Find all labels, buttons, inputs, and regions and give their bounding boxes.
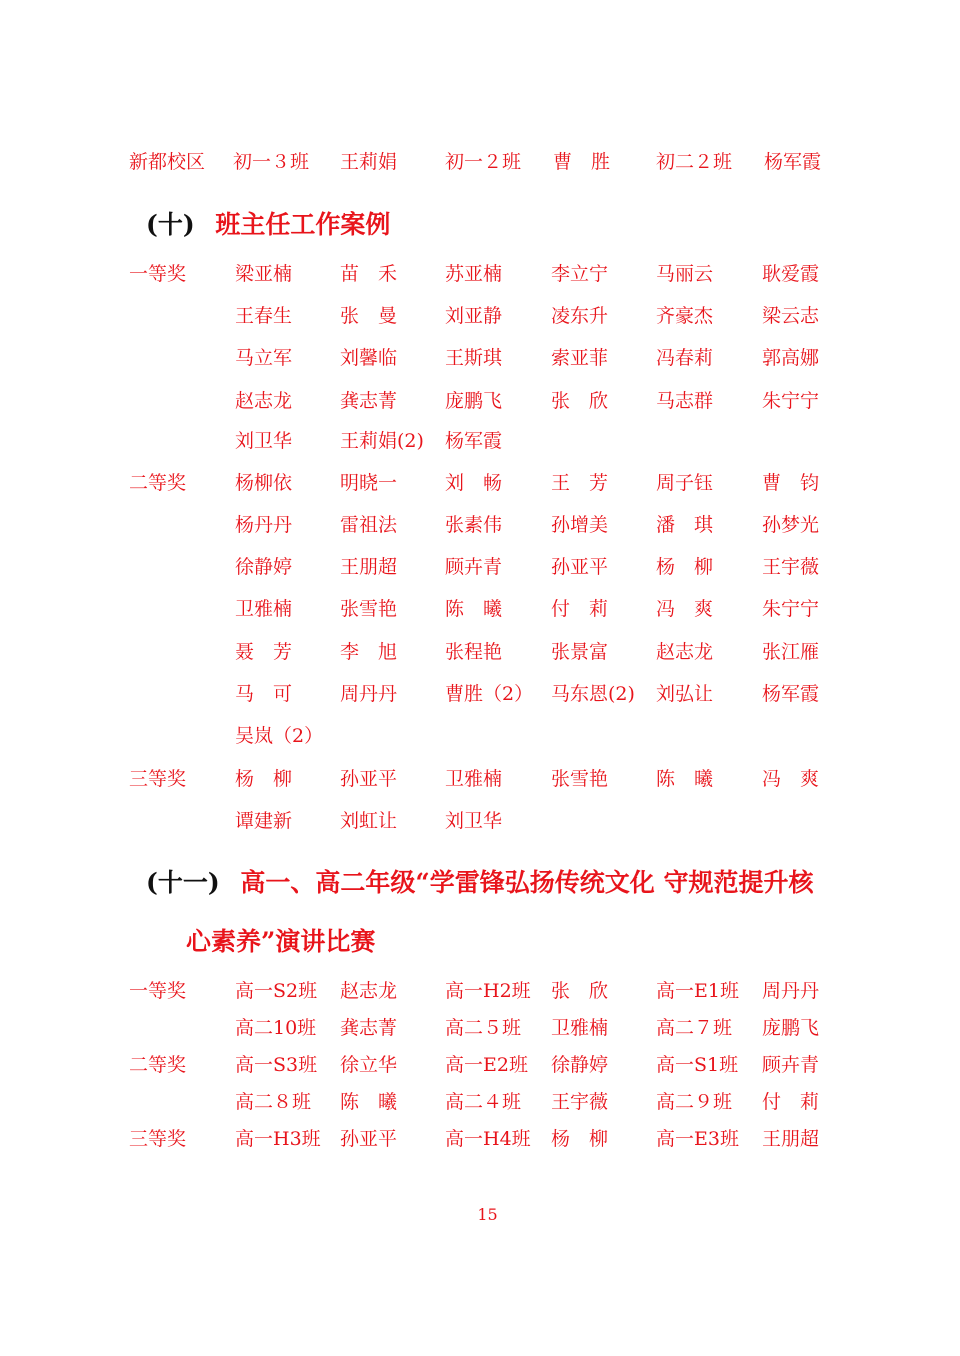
award-row xyxy=(0,510,960,540)
award-row xyxy=(0,1124,960,1154)
award-entry: 徐静婷 xyxy=(235,556,293,578)
award-entry: 高一E2班 xyxy=(445,1054,528,1076)
award-entry: 王朋超 xyxy=(762,1128,820,1150)
award-entry: 郭高娜 xyxy=(762,347,820,369)
award-entry: 王宇薇 xyxy=(551,1091,609,1113)
award-entry: 庞鹏飞 xyxy=(445,390,503,412)
award-entry: 齐豪杰 xyxy=(656,305,714,327)
award-entry: 王莉娟(2) xyxy=(340,430,424,452)
award-entry: 马丽云 xyxy=(656,263,714,285)
teacher-name: 杨军霞 xyxy=(764,151,822,173)
award-entry: 潘 琪 xyxy=(656,514,714,536)
award-entry: 冯 爽 xyxy=(656,598,714,620)
award-entry: 高二７班 xyxy=(656,1017,733,1039)
award-entry: 周丹丹 xyxy=(762,980,820,1002)
award-entry: 周子钰 xyxy=(656,472,714,494)
award-entry: 杨军霞 xyxy=(445,430,503,452)
award-level: 二等奖 xyxy=(129,472,187,494)
award-level: 三等奖 xyxy=(129,768,187,790)
award-entry: 杨丹丹 xyxy=(235,514,293,536)
award-entry: 卫雅楠 xyxy=(445,768,503,790)
award-entry: 付 莉 xyxy=(551,598,609,620)
class-name: 初二２班 xyxy=(656,151,733,173)
award-entry: 高一E1班 xyxy=(656,980,739,1002)
award-entry: 周丹丹 xyxy=(340,683,398,705)
award-entry: 冯春莉 xyxy=(656,347,714,369)
award-row xyxy=(0,679,960,709)
award-row xyxy=(0,806,960,836)
award-entry: 曹 钧 xyxy=(762,472,820,494)
award-entry: 高二４班 xyxy=(445,1091,522,1113)
award-entry: 高二10班 xyxy=(235,1017,317,1039)
award-entry: 卫雅楠 xyxy=(235,598,293,620)
award-entry: 刘卫华 xyxy=(235,430,293,452)
campus-name: 新都校区 xyxy=(129,151,206,173)
class-name: 初一２班 xyxy=(445,151,522,173)
award-entry: 马立军 xyxy=(235,347,293,369)
award-entry: 聂 芳 xyxy=(235,641,293,663)
award-entry: 马志群 xyxy=(656,390,714,412)
award-entry: 明晓一 xyxy=(340,472,398,494)
award-entry: 赵志龙 xyxy=(340,980,398,1002)
award-entry: 陈 曦 xyxy=(340,1091,398,1113)
award-entry: 孙亚平 xyxy=(340,768,398,790)
award-row xyxy=(0,764,960,794)
award-entry: 朱宁宁 xyxy=(762,598,820,620)
award-row xyxy=(0,386,960,416)
award-entry: 王朋超 xyxy=(340,556,398,578)
award-entry: 王 芳 xyxy=(551,472,609,494)
award-entry: 赵志龙 xyxy=(656,641,714,663)
award-row xyxy=(0,343,960,373)
teacher-name: 王莉娟 xyxy=(340,151,398,173)
award-row xyxy=(0,552,960,582)
award-entry: 刘卫华 xyxy=(445,810,503,832)
award-row xyxy=(0,976,960,1006)
award-row xyxy=(0,594,960,624)
page-number: 15 xyxy=(477,1205,498,1224)
award-entry: 杨柳依 xyxy=(235,472,293,494)
award-row xyxy=(0,426,960,456)
award-entry: 张 欣 xyxy=(551,980,609,1002)
award-entry: 高二５班 xyxy=(445,1017,522,1039)
award-row xyxy=(0,301,960,331)
award-entry: 苗 禾 xyxy=(340,263,398,285)
award-row xyxy=(0,721,960,751)
award-level: 一等奖 xyxy=(129,980,187,1002)
award-entry: 梁云志 xyxy=(762,305,820,327)
section-10-number: (十) xyxy=(146,210,195,239)
award-entry: 陈 曦 xyxy=(656,768,714,790)
award-entry: 张雪艳 xyxy=(551,768,609,790)
award-entry: 曹胜（2） xyxy=(445,683,534,705)
award-entry: 梁亚楠 xyxy=(235,263,293,285)
award-entry: 张景富 xyxy=(551,641,609,663)
award-entry: 高一S3班 xyxy=(235,1054,318,1076)
award-entry: 谭建新 xyxy=(235,810,293,832)
award-entry: 吴岚（2） xyxy=(235,725,324,747)
award-entry: 孙梦光 xyxy=(762,514,820,536)
award-entry: 高一H2班 xyxy=(445,980,531,1002)
award-entry: 龚志菁 xyxy=(340,390,398,412)
award-entry: 孙亚平 xyxy=(551,556,609,578)
award-level: 三等奖 xyxy=(129,1128,187,1150)
award-entry: 张素伟 xyxy=(445,514,503,536)
award-entry: 耿爱霞 xyxy=(762,263,820,285)
award-row xyxy=(0,1050,960,1080)
award-row xyxy=(0,1013,960,1043)
award-entry: 徐静婷 xyxy=(551,1054,609,1076)
award-entry: 杨军霞 xyxy=(762,683,820,705)
award-entry: 雷祖法 xyxy=(340,514,398,536)
award-entry: 高一H4班 xyxy=(445,1128,531,1150)
class-name: 初一３班 xyxy=(233,151,310,173)
award-entry: 苏亚楠 xyxy=(445,263,503,285)
award-entry: 张 欣 xyxy=(551,390,609,412)
award-entry: 高一S2班 xyxy=(235,980,318,1002)
award-entry: 孙亚平 xyxy=(340,1128,398,1150)
award-entry: 顾卉青 xyxy=(762,1054,820,1076)
award-entry: 杨 柳 xyxy=(235,768,293,790)
award-entry: 高二８班 xyxy=(235,1091,312,1113)
section-11-title-line1: 高一、高二年级“学雷锋弘扬传统文化 守规范提升核 xyxy=(240,868,814,897)
section-11-title-line2: 心素养”演讲比赛 xyxy=(186,927,376,956)
award-entry: 刘虹让 xyxy=(340,810,398,832)
award-entry: 赵志龙 xyxy=(235,390,293,412)
award-entry: 高一S1班 xyxy=(656,1054,739,1076)
award-entry: 刘馨临 xyxy=(340,347,398,369)
award-entry: 杨 柳 xyxy=(551,1128,609,1150)
award-entry: 龚志菁 xyxy=(340,1017,398,1039)
award-entry: 付 莉 xyxy=(762,1091,820,1113)
section-10-heading xyxy=(146,205,390,245)
award-entry: 马东恩(2) xyxy=(551,683,635,705)
award-entry: 张 曼 xyxy=(340,305,398,327)
award-row xyxy=(0,468,960,498)
award-entry: 刘亚静 xyxy=(445,305,503,327)
award-row xyxy=(0,259,960,289)
award-entry: 张雪艳 xyxy=(340,598,398,620)
award-entry: 冯 爽 xyxy=(762,768,820,790)
award-entry: 高一E3班 xyxy=(656,1128,739,1150)
award-entry: 顾卉青 xyxy=(445,556,503,578)
award-entry: 孙增美 xyxy=(551,514,609,536)
award-entry: 徐立华 xyxy=(340,1054,398,1076)
award-level: 一等奖 xyxy=(129,263,187,285)
award-entry: 凌东升 xyxy=(551,305,609,327)
award-entry: 李立宁 xyxy=(551,263,609,285)
award-entry: 庞鹏飞 xyxy=(762,1017,820,1039)
award-entry: 王春生 xyxy=(235,305,293,327)
teacher-name: 曹 胜 xyxy=(553,151,611,173)
section-11-number: (十一) xyxy=(146,868,220,897)
award-entry: 刘 畅 xyxy=(445,472,503,494)
campus-row xyxy=(0,147,960,177)
award-row xyxy=(0,1087,960,1117)
award-entry: 马 可 xyxy=(235,683,293,705)
award-entry: 杨 柳 xyxy=(656,556,714,578)
award-entry: 卫雅楠 xyxy=(551,1017,609,1039)
section-10-title: 班主任工作案例 xyxy=(215,210,391,239)
award-entry: 高一H3班 xyxy=(235,1128,321,1150)
award-entry: 王宇薇 xyxy=(762,556,820,578)
award-entry: 王斯琪 xyxy=(445,347,503,369)
award-entry: 陈 曦 xyxy=(445,598,503,620)
section-11-heading xyxy=(146,863,813,903)
award-row xyxy=(0,637,960,667)
award-entry: 朱宁宁 xyxy=(762,390,820,412)
award-entry: 刘弘让 xyxy=(656,683,714,705)
award-entry: 高二９班 xyxy=(656,1091,733,1113)
award-entry: 索亚菲 xyxy=(551,347,609,369)
award-entry: 张程艳 xyxy=(445,641,503,663)
award-entry: 张江雁 xyxy=(762,641,820,663)
award-level: 二等奖 xyxy=(129,1054,187,1076)
award-entry: 李 旭 xyxy=(340,641,398,663)
